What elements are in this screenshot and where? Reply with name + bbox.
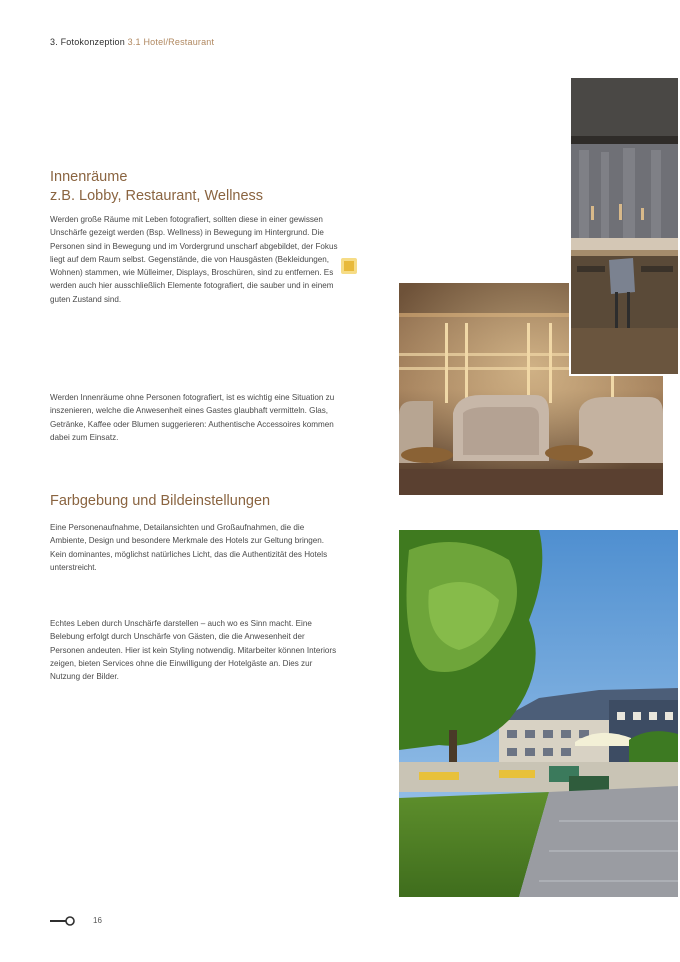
highlight-marker-icon: [341, 258, 357, 274]
interior-paragraph-1: Werden große Räume mit Leben fotografiert, sollten diese in einer gewissen Unschärfe gezeigt werden (Bsp. Wellness) in Bewegung im Hintergrund. Die Personen sind in Bewegung und im Vordergrund unscharf abgebildet, der Fokus liegt auf dem Raum selbst. Gegenstände, die von Hausgästen (Bekleidungen, Wohnen) stammen, wie Mülleimer, Displays, Broschüren, sind zu entfernen. Es werden auch hier ausschließlich Elemente fotografiert, die sauber und in einem guten Zustand sind.: [50, 215, 338, 304]
color-paragraph-1: Eine Personenaufnahme, Detailansichten und Großaufnahmen, die die Ambiente, Design und besondere Merkmale des Hotels zur Geltung bringen. Kein dominantes, möglichst natürliches Licht, das die Authentizität des Hotels unterstreicht.: [50, 523, 328, 572]
brand-logo-icon: [50, 916, 76, 926]
color-paragraph-2: Echtes Leben durch Unschärfe darstellen – auch wo es Sinn macht. Eine Belebung erfolgt durch Unschärfe von Gästen, die die Anwesenheit der Personen andeuten. Hier ist kein Styling notwendig. Mitarbeiter können Interiors zeigen, bieten Services ohne die Einwilligung der Hotelgäste an. Dies zur Nutzung der Bilder.: [50, 619, 337, 682]
color-heading: Farbgebung und Bildeinstellungen: [50, 493, 271, 509]
breadcrumb: [50, 37, 214, 47]
interior-paragraph-2: Werden Innenräume ohne Personen fotografiert, ist es wichtig eine Situation zu inszenieren, welche die Anwesenheit eines Gastes glaubhaft vermitteln. Glas, Getränke, Kaffee oder Blumen suggerieren: Authentische Accessoires kommen dabei zum Einsatz.: [50, 393, 335, 442]
interior-heading-line1: Innenräume: [50, 169, 128, 185]
breadcrumb-section: 3. Fotokonzeption: [50, 37, 125, 47]
page-number: 16: [93, 916, 102, 925]
restaurant-photo: [571, 78, 678, 374]
interior-heading-line2: z.B. Lobby, Restaurant, Wellness: [50, 188, 264, 204]
breadcrumb-subsection: 3.1 Hotel/Restaurant: [127, 37, 215, 47]
interior-heading: [50, 168, 350, 206]
exterior-photo: [399, 530, 678, 897]
